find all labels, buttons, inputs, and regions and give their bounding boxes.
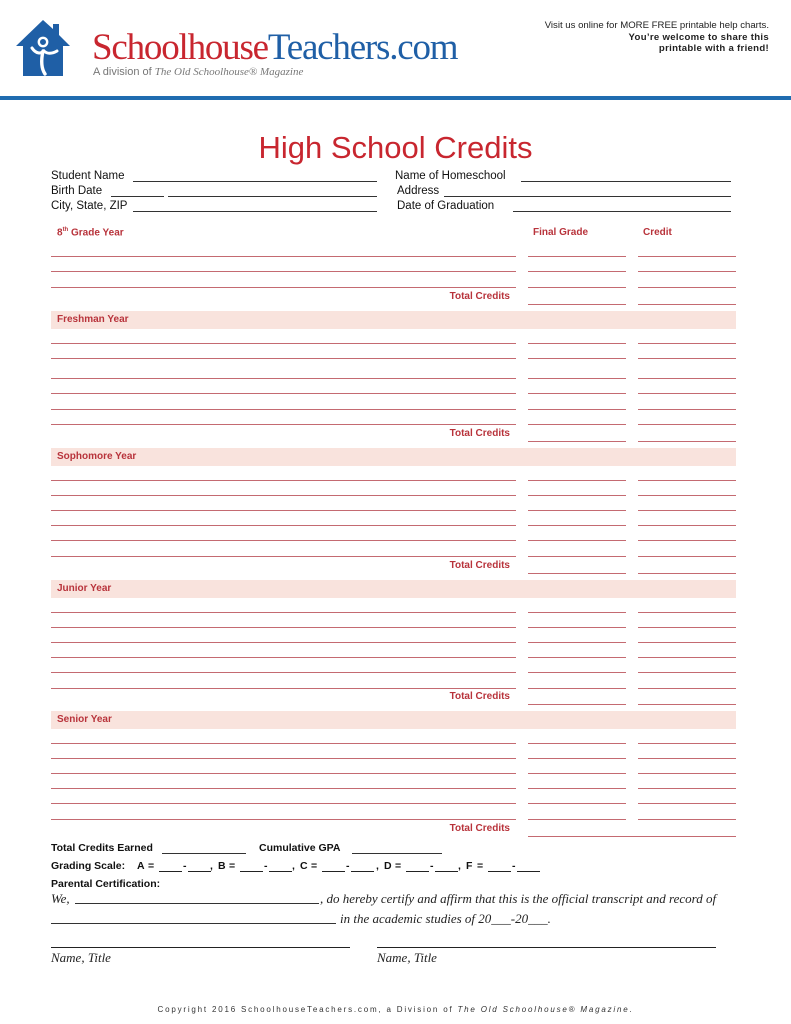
grade-c-label: C (300, 860, 308, 872)
grade-b-label: B (218, 860, 226, 872)
total-grade-field[interactable] (528, 704, 626, 705)
student-name-label: Student Name (51, 170, 125, 182)
birth-date-label: Birth Date (51, 185, 103, 197)
student-record-field[interactable] (51, 923, 336, 924)
grade-f-label: F (466, 860, 473, 872)
final-grade-field[interactable] (528, 556, 626, 557)
graduation-date-label: Date of Graduation (397, 200, 495, 212)
final-grade-field[interactable] (528, 672, 626, 673)
credit-field[interactable] (638, 612, 736, 613)
birth-date-field[interactable] (111, 196, 164, 197)
homeschool-name-field[interactable] (521, 181, 731, 182)
final-grade-column-header: Final Grade (533, 227, 589, 238)
course-field[interactable] (51, 803, 516, 804)
cumulative-gpa-field[interactable] (352, 853, 442, 854)
total-credits-label: Total Credits (449, 428, 510, 439)
student-name-field[interactable] (133, 181, 377, 182)
total-credits-label: Total Credits (449, 823, 510, 834)
copyright-magazine: The Old Schoolhouse® Magazine (457, 1005, 630, 1014)
final-grade-field[interactable] (528, 495, 626, 496)
credit-field[interactable] (638, 287, 736, 288)
grading-scale-label: Grading Scale: (51, 860, 126, 872)
promo-line-1: Visit us online for MORE FREE printable help charts. (544, 20, 769, 31)
final-grade-field[interactable] (528, 540, 626, 541)
credit-field[interactable] (638, 358, 736, 359)
final-grade-field[interactable] (528, 343, 626, 344)
course-field[interactable] (51, 556, 516, 557)
section-label-junior-year: Junior Year (57, 583, 112, 594)
grading-separator: , (210, 860, 213, 872)
course-field[interactable] (51, 256, 516, 257)
brand-logo (92, 28, 457, 68)
grading-separator: , (292, 860, 295, 872)
credit-field[interactable] (638, 271, 736, 272)
address-field[interactable] (444, 196, 731, 197)
course-field[interactable] (51, 773, 516, 774)
final-grade-field[interactable] (528, 758, 626, 759)
grade-a-min-field[interactable] (159, 871, 182, 872)
brand-name-part1: Schoolhouse (92, 27, 268, 68)
grade-f-max-field[interactable] (517, 871, 540, 872)
grade-d-label: D (384, 860, 392, 872)
course-field[interactable] (51, 378, 516, 379)
section-label-8th-grade: 8th Grade Year (57, 227, 124, 239)
course-field[interactable] (51, 612, 516, 613)
final-grade-field[interactable] (528, 773, 626, 774)
total-credits-earned-label: Total Credits Earned (51, 842, 153, 854)
final-grade-field[interactable] (528, 271, 626, 272)
brand-tagline (93, 66, 303, 78)
final-grade-field[interactable] (528, 627, 626, 628)
promo-line-3: printable with a friend! (658, 43, 769, 54)
page-title: High School Credits (258, 130, 533, 165)
total-grade-field[interactable] (528, 573, 626, 574)
course-field[interactable] (51, 393, 516, 394)
course-field[interactable] (51, 688, 516, 689)
final-grade-field[interactable] (528, 256, 626, 257)
course-field[interactable] (51, 788, 516, 789)
course-field[interactable] (51, 510, 516, 511)
final-grade-field[interactable] (528, 358, 626, 359)
section-label-sophomore-year: Sophomore Year (57, 451, 137, 462)
grade-a-max-field[interactable] (188, 871, 211, 872)
grade-f-min-field[interactable] (488, 871, 511, 872)
grading-separator: , (458, 860, 461, 872)
grade-equals: = (229, 860, 236, 872)
section-band-senior-year (51, 711, 736, 729)
city-state-zip-label: City, State, ZIP (51, 200, 128, 212)
cumulative-gpa-label: Cumulative GPA (259, 842, 341, 854)
grade-equals: = (395, 860, 402, 872)
credit-field[interactable] (638, 393, 736, 394)
promo-text (545, 20, 769, 55)
section-label-freshman-year: Freshman Year (57, 314, 129, 325)
credit-field[interactable] (638, 409, 736, 410)
total-credits-field[interactable] (638, 573, 736, 574)
grade-b-max-field[interactable] (269, 871, 292, 872)
grade-range-dash: - (430, 860, 434, 872)
parental-certification-heading: Parental Certification: (51, 878, 161, 890)
credit-field[interactable] (638, 424, 736, 425)
total-grade-field[interactable] (528, 304, 626, 305)
credit-field[interactable] (638, 788, 736, 789)
section-band-junior-year (51, 580, 736, 598)
grade-range-dash: - (183, 860, 187, 872)
total-grade-field[interactable] (528, 441, 626, 442)
course-field[interactable] (51, 358, 516, 359)
credit-field[interactable] (638, 688, 736, 689)
homeschool-name-label: Name of Homeschool (395, 170, 506, 182)
grade-equals: = (148, 860, 155, 872)
final-grade-field[interactable] (528, 409, 626, 410)
credit-field[interactable] (638, 642, 736, 643)
course-field[interactable] (51, 819, 516, 820)
graduation-date-field[interactable] (513, 211, 731, 212)
certification-statement: , do hereby certify and affirm that this is the official transcript and record of (320, 891, 717, 906)
final-grade-field[interactable] (528, 480, 626, 481)
grade-c-min-field[interactable] (322, 871, 345, 872)
course-field[interactable] (51, 495, 516, 496)
certification-we: We, (51, 891, 70, 906)
total-credits-field[interactable] (638, 441, 736, 442)
certification-academic-years: in the academic studies of 20___-20___. (340, 911, 551, 926)
credit-field[interactable] (638, 343, 736, 344)
header-divider (0, 96, 791, 100)
final-grade-field[interactable] (528, 819, 626, 820)
course-field[interactable] (51, 672, 516, 673)
grade-c-max-field[interactable] (351, 871, 374, 872)
course-field[interactable] (51, 271, 516, 272)
certifier-names-field[interactable] (75, 903, 319, 904)
credit-field[interactable] (638, 556, 736, 557)
credit-field[interactable] (638, 378, 736, 379)
credit-field[interactable] (638, 773, 736, 774)
credit-field[interactable] (638, 480, 736, 481)
grade-equals: = (311, 860, 318, 872)
course-field[interactable] (51, 409, 516, 410)
final-grade-field[interactable] (528, 393, 626, 394)
course-field[interactable] (51, 540, 516, 541)
section-band-freshman-year (51, 311, 736, 329)
logo-house-icon (14, 18, 72, 78)
credit-field[interactable] (638, 803, 736, 804)
course-field[interactable] (51, 480, 516, 481)
section-label-senior-year: Senior Year (57, 714, 112, 725)
credit-field[interactable] (638, 510, 736, 511)
course-field[interactable] (51, 287, 516, 288)
total-credits-label: Total Credits (449, 291, 510, 302)
total-credits-field[interactable] (638, 304, 736, 305)
total-credits-label: Total Credits (449, 560, 510, 571)
final-grade-field[interactable] (528, 688, 626, 689)
course-field[interactable] (51, 758, 516, 759)
course-field[interactable] (51, 642, 516, 643)
course-field[interactable] (51, 424, 516, 425)
signature-field-2[interactable] (377, 947, 716, 948)
grade-b-min-field[interactable] (240, 871, 263, 872)
final-grade-field[interactable] (528, 287, 626, 288)
final-grade-field[interactable] (528, 612, 626, 613)
birth-date-extra-field[interactable] (168, 196, 377, 197)
credit-field[interactable] (638, 672, 736, 673)
signature-label-1: Name, Title (51, 950, 111, 965)
credit-column-header: Credit (643, 227, 672, 238)
grade-range-dash: - (346, 860, 350, 872)
city-state-zip-field[interactable] (133, 211, 377, 212)
credit-field[interactable] (638, 758, 736, 759)
brand-name-part2: Teachers.com (267, 27, 458, 68)
credit-field[interactable] (638, 627, 736, 628)
course-field[interactable] (51, 743, 516, 744)
grade-d-max-field[interactable] (435, 871, 458, 872)
credit-field[interactable] (638, 525, 736, 526)
credit-field[interactable] (638, 657, 736, 658)
promo-line-2: You’re welcome to share this (628, 31, 769, 43)
copyright-footer (0, 1005, 791, 1014)
grade-equals: = (477, 860, 484, 872)
credit-field[interactable] (638, 540, 736, 541)
total-credits-field[interactable] (638, 704, 736, 705)
tagline-magazine: The Old Schoolhouse® Magazine (154, 66, 304, 78)
final-grade-field[interactable] (528, 657, 626, 658)
final-grade-field[interactable] (528, 378, 626, 379)
grade-range-dash: - (512, 860, 516, 872)
signature-label-2: Name, Title (377, 950, 437, 965)
final-grade-field[interactable] (528, 803, 626, 804)
final-grade-field[interactable] (528, 510, 626, 511)
final-grade-field[interactable] (528, 642, 626, 643)
course-field[interactable] (51, 525, 516, 526)
credit-field[interactable] (638, 819, 736, 820)
course-field[interactable] (51, 627, 516, 628)
course-field[interactable] (51, 657, 516, 658)
course-field[interactable] (51, 343, 516, 344)
total-credits-field[interactable] (528, 836, 736, 837)
signature-field-1[interactable] (51, 947, 350, 948)
credit-field[interactable] (638, 495, 736, 496)
final-grade-field[interactable] (528, 743, 626, 744)
grade-d-min-field[interactable] (406, 871, 429, 872)
credit-field[interactable] (638, 256, 736, 257)
copyright-prefix: Copyright 2016 SchoolhouseTeachers.com, a Division of (157, 1005, 458, 1014)
copyright-suffix: . (629, 1005, 634, 1014)
grade-range-dash: - (264, 860, 268, 872)
final-grade-field[interactable] (528, 788, 626, 789)
credit-field[interactable] (638, 743, 736, 744)
grade-a-label: A (137, 860, 145, 872)
final-grade-field[interactable] (528, 525, 626, 526)
grading-separator: , (376, 860, 379, 872)
address-label: Address (397, 185, 440, 197)
tagline-prefix: A division of (93, 66, 155, 78)
final-grade-field[interactable] (528, 424, 626, 425)
total-credits-earned-field[interactable] (162, 853, 246, 854)
total-credits-label: Total Credits (449, 691, 510, 702)
section-band-sophomore-year (51, 448, 736, 466)
